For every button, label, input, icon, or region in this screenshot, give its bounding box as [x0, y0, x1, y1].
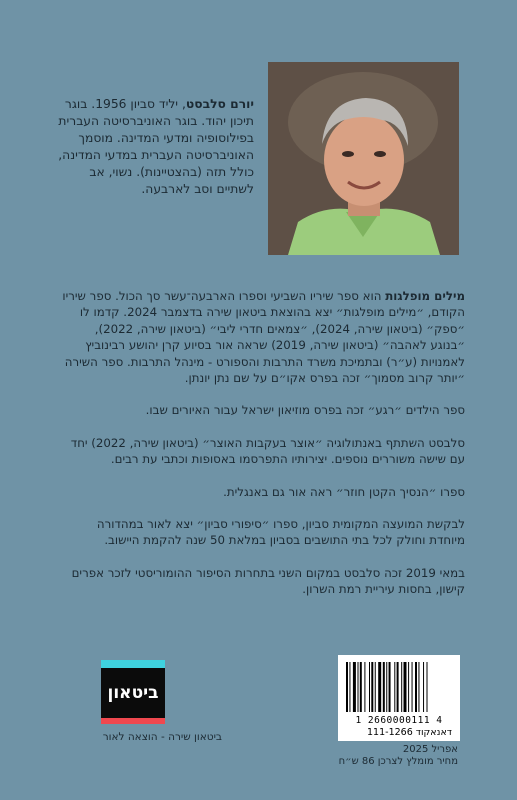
- barcode-bar: [375, 662, 376, 712]
- barcode-bar: [408, 662, 409, 712]
- barcode-bar: [364, 662, 365, 712]
- barcode-bar: [412, 662, 413, 712]
- paragraph-award: במאי 2019 זכה סלבסט במקום השני בתחרות הסיפור ההומוריסטי לזכר אפרים קישון, בחסות עיריית רמת השרון.: [71, 565, 465, 597]
- author-bio-text: , יליד סביון 1956. בוגר תיכון יהוד. בוגר האוניברסיטה העברית בפילוסופיה ומדעי המדינה. מוסמך האוניברסיטה העברית במדעי המדינה, כולל תזה (בהצטיינות). נשוי, אב לשתיים וסב לארבעה.: [58, 97, 254, 196]
- barcode-bar: [346, 662, 348, 712]
- paragraph-intro-text: הוא ספר שיריו השביעי וספרו הארבעה־עשר סך הכול. ספר שיריו הקודם, ״מילים מופלגות״ יצא בהוצאת ביטאון שירה בדצמבר 2024. קדמו לו ״ספק״ (ביטאון שירה, 2024), ״צמאים חדרי ליבי״ (ביטאון שירה, 2022), ״בנוגע לאהבה״ (ביטאון שירה, 2019) שראה אור בסיוע קרן יהושע רבינוביץ לאמנויות (ע״ר) ובתמיכת משרד התרבות והספורט - מינהל התרבות. ספר השירה ״יותר קרוב מסמוך״ זכה בפרס אקו״ם על שם נתן יונתן.: [62, 289, 465, 386]
- publisher-caption: ביטאון שירה - הוצאה לאור: [102, 731, 222, 743]
- barcode-bar: [401, 662, 402, 712]
- barcode-bar: [360, 662, 362, 712]
- barcode-bar: [383, 662, 385, 712]
- barcode-bar: [353, 662, 356, 712]
- paragraph-intro: [60, 288, 465, 386]
- barcode-bar: [369, 662, 370, 712]
- barcode-bar: [415, 662, 417, 712]
- price-label: מחיר מומלץ לצרכן 86 ש״ח: [338, 756, 458, 767]
- paragraph-savyon: לבקשת המועצה המקומית סביון, ספרו ״סיפורי סביון״ יצא לאור במהדורה מיוחדת וחולק לכל בתי התושבים בסביון במלאת 50 שנה להקמת היישוב.: [96, 517, 465, 548]
- logo-stripe-top: [101, 660, 165, 668]
- barcode-bar: [427, 662, 428, 712]
- barcode-bar: [358, 662, 359, 712]
- barcode-bars: [346, 662, 452, 712]
- logo-stripe-bottom: [101, 718, 165, 724]
- barcode-bar: [404, 662, 407, 712]
- barcode-bar: [389, 662, 391, 712]
- book-description: [60, 288, 465, 614]
- author-portrait-image: [268, 62, 459, 255]
- book-title: מילים מופלגות: [385, 289, 465, 303]
- paragraph-english: ספרו ״הנסיך הקטן חוזר״ ראה אור גם באנגלית.: [223, 484, 465, 499]
- barcode-bar: [349, 662, 350, 712]
- barcode-bar: [378, 662, 381, 712]
- paragraph-anthology: סלבסט השתתף באנתולוגיה ״אוצר בעקבות האוצר״ (ביטאון שירה, 2022) יחד עם שישה משוררים נוספים. יצירותיו התפרסמו באסופות וכתבי עת רבים.: [70, 435, 465, 467]
- logo-text: ביטאון: [101, 668, 165, 718]
- author-name: יורם סלבסט: [185, 97, 254, 111]
- paragraph-children-book: ספר הילדים ״רגע״ זכה בפרס מוזיאון ישראל עבור האיורים שבו.: [145, 403, 465, 418]
- barcode-bar: [397, 662, 399, 712]
- author-bio: [58, 96, 254, 198]
- barcode-number: 1 2660000111 4: [355, 715, 443, 726]
- publisher-logo: [101, 660, 165, 724]
- barcode-bar: [371, 662, 373, 712]
- barcode-bar: [418, 662, 419, 712]
- barcode: [338, 655, 460, 741]
- barcode-bar: [386, 662, 387, 712]
- barcode-bar: [394, 662, 395, 712]
- author-photo: [268, 62, 459, 255]
- publication-date: אפריל 2025: [402, 744, 458, 755]
- danacode-label: דאנאקוד 111-1266: [367, 727, 452, 738]
- barcode-bar: [423, 662, 424, 712]
